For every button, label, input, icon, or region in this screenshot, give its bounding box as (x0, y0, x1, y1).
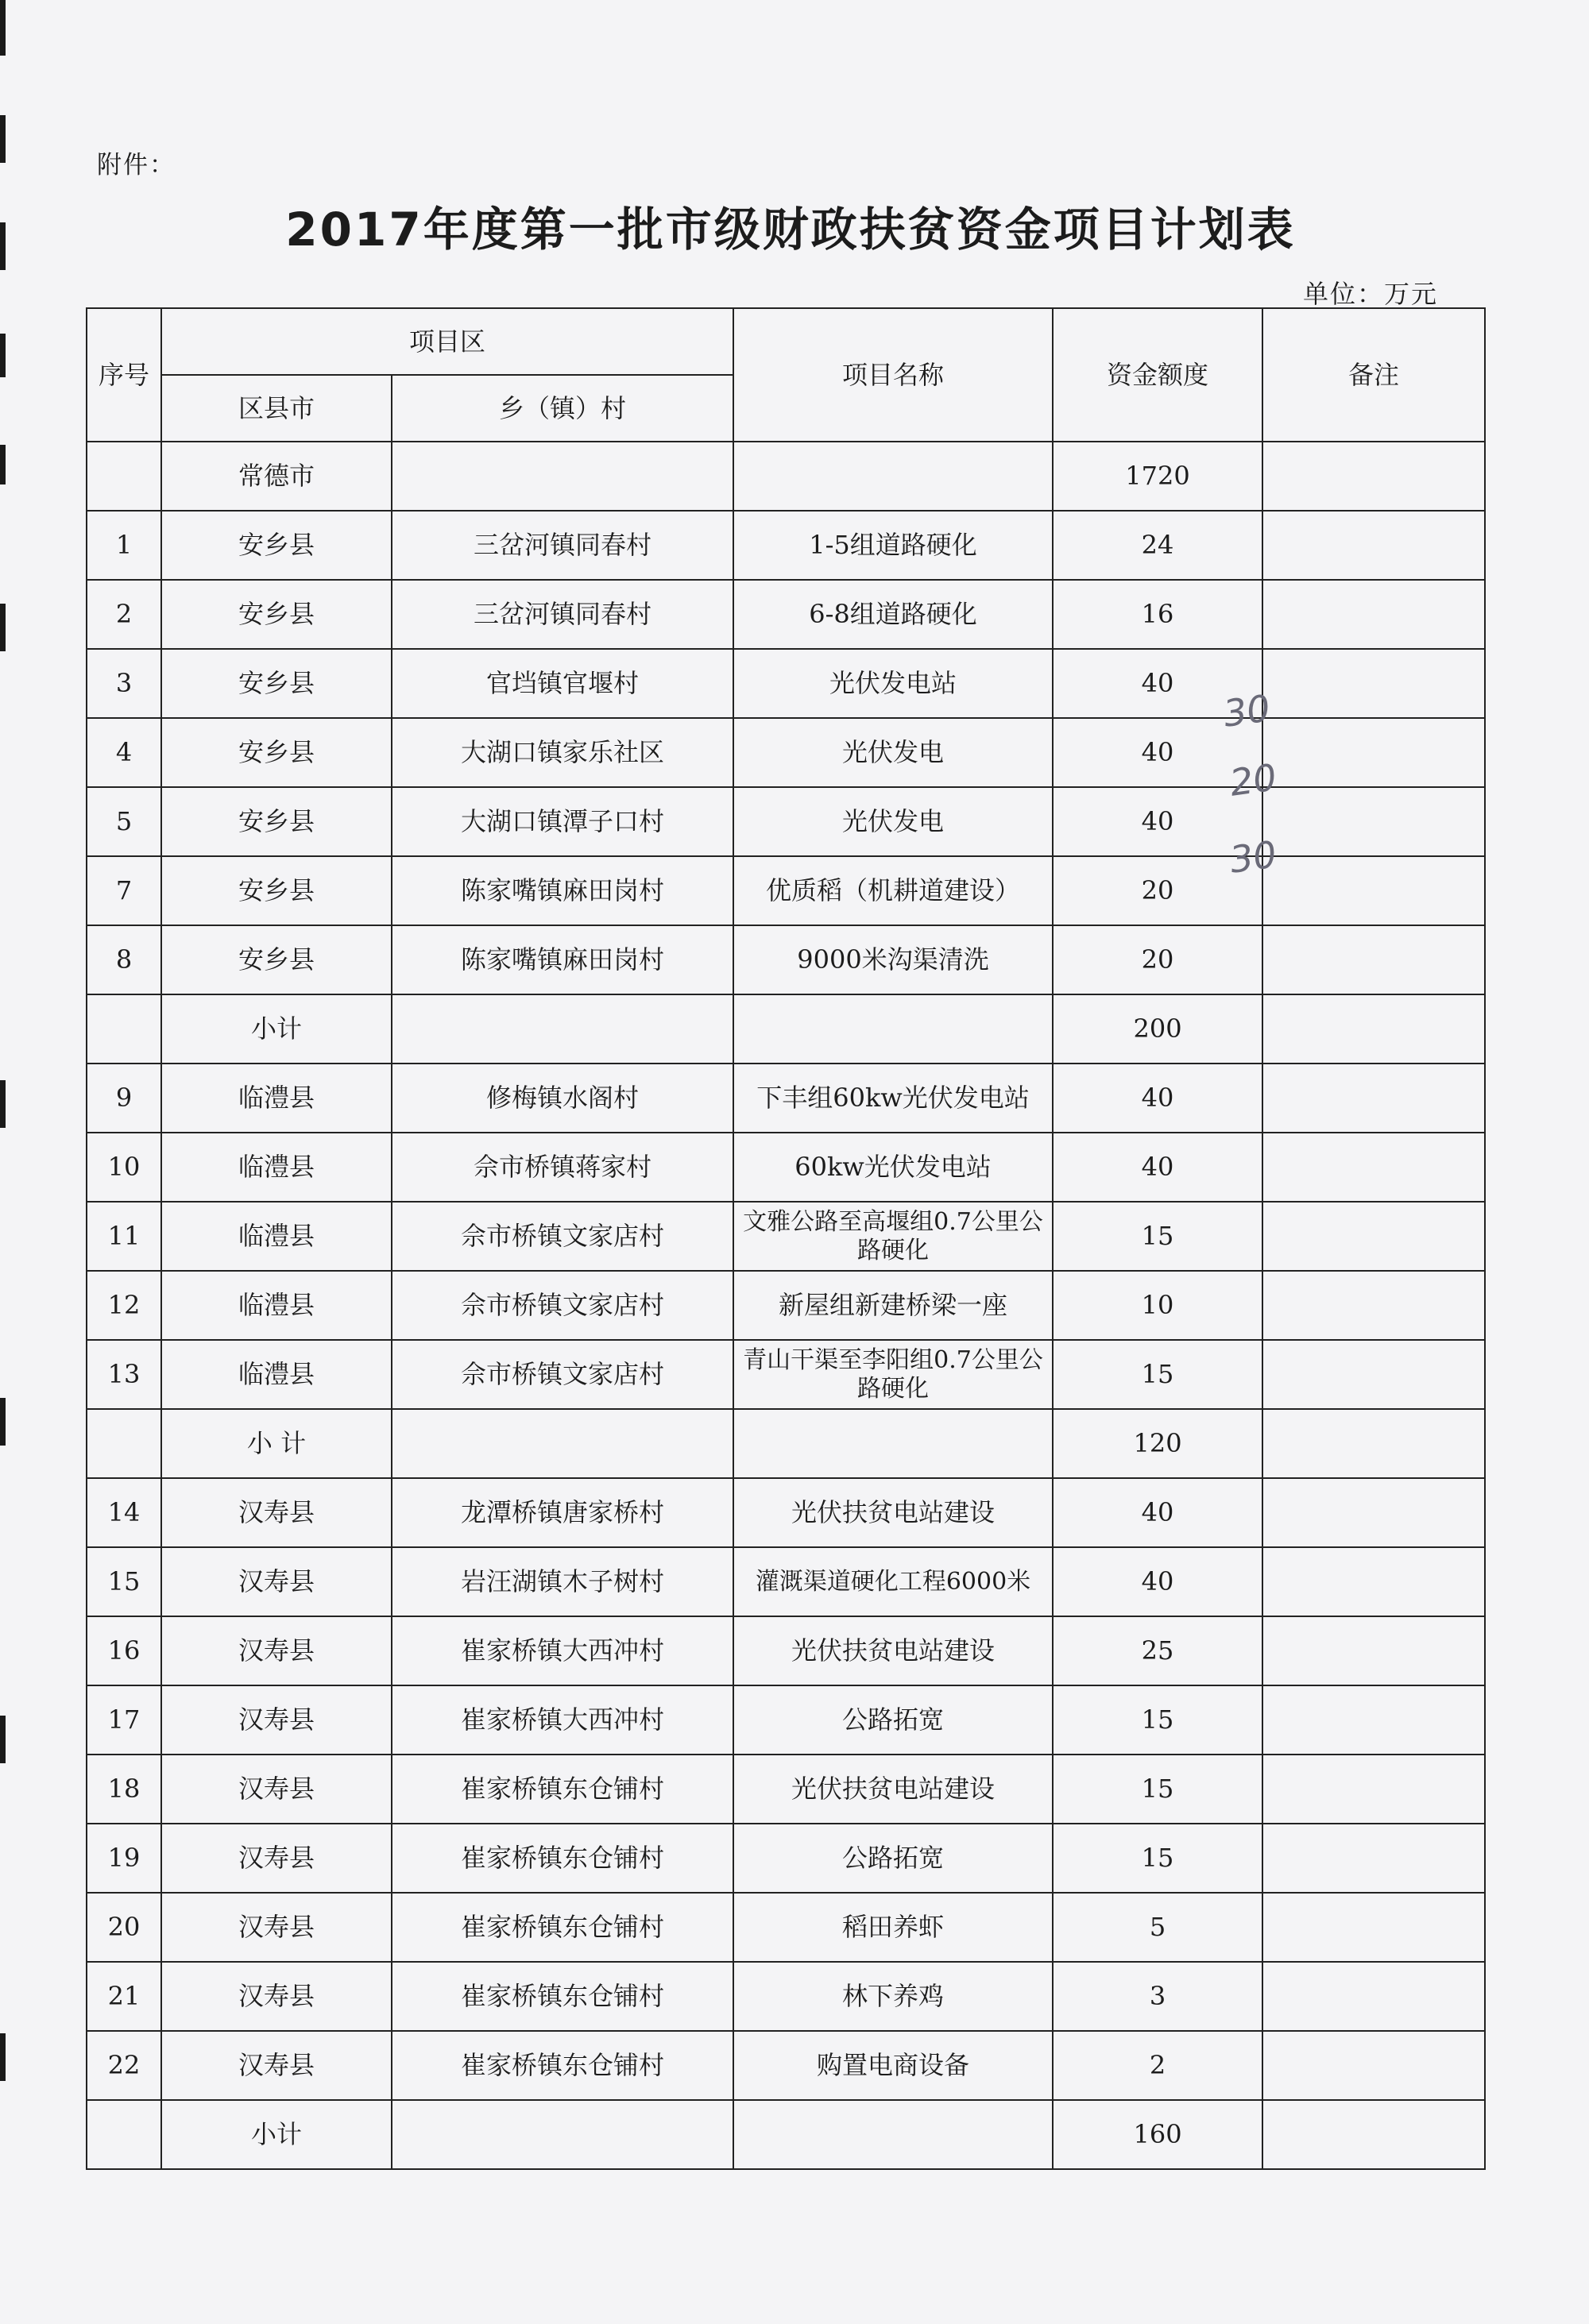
cell-town-village: 崔家桥镇大西冲村 (392, 1616, 733, 1685)
cell-county: 汉寿县 (161, 1685, 392, 1755)
cell-seq: 14 (87, 1478, 161, 1547)
cell-project-name: 购置电商设备 (733, 2031, 1053, 2100)
table-row (87, 1824, 1485, 1893)
table-row (87, 649, 1485, 718)
cell-project-name: 新屋组新建桥梁一座 (733, 1271, 1053, 1340)
cell-remark (1262, 1685, 1485, 1755)
cell-remark (1262, 2031, 1485, 2100)
cell-amount: 40 (1053, 787, 1262, 856)
cell-remark (1262, 2100, 1485, 2169)
cell-amount: 40 (1053, 1064, 1262, 1133)
cell-project-name: 光伏扶贫电站建设 (733, 1755, 1053, 1824)
header-town-village: 乡（镇）村 (392, 375, 733, 442)
cell-amount: 160 (1053, 2100, 1262, 2169)
header-amount: 资金额度 (1053, 308, 1262, 442)
binding-mark (0, 0, 6, 56)
cell-remark (1262, 718, 1485, 787)
cell-remark (1262, 787, 1485, 856)
cell-county: 小计 (161, 2100, 392, 2169)
cell-county: 临澧县 (161, 1202, 392, 1271)
table-row (87, 580, 1485, 649)
cell-project-name: 灌溉渠道硬化工程6000米 (733, 1547, 1053, 1616)
cell-town-village: 佘市桥镇蒋家村 (392, 1133, 733, 1202)
table-row (87, 2100, 1485, 2169)
header-project-area: 项目区 (161, 308, 733, 375)
cell-seq: 4 (87, 718, 161, 787)
table-row (87, 1962, 1485, 2031)
cell-county: 常德市 (161, 442, 392, 511)
cell-seq: 3 (87, 649, 161, 718)
cell-town-village (392, 1409, 733, 1478)
handwritten-note: 30 (1227, 832, 1280, 882)
binding-mark (0, 2033, 6, 2081)
cell-town-village: 大湖口镇家乐社区 (392, 718, 733, 787)
cell-project-name: 优质稻（机耕道建设） (733, 856, 1053, 925)
cell-project-name: 文雅公路至高堰组0.7公里公路硬化 (733, 1202, 1053, 1271)
header-row (87, 308, 1485, 375)
cell-seq: 20 (87, 1893, 161, 1962)
cell-county: 汉寿县 (161, 1616, 392, 1685)
cell-remark (1262, 856, 1485, 925)
cell-remark (1262, 1824, 1485, 1893)
cell-town-village: 大湖口镇潭子口村 (392, 787, 733, 856)
cell-county: 汉寿县 (161, 2031, 392, 2100)
handwritten-note: 20 (1227, 755, 1280, 805)
cell-seq: 2 (87, 580, 161, 649)
cell-project-name: 青山干渠至李阳组0.7公里公路硬化 (733, 1340, 1053, 1409)
cell-amount: 40 (1053, 718, 1262, 787)
handwritten-note: 30 (1220, 686, 1274, 735)
table-row (87, 2031, 1485, 2100)
cell-town-village: 崔家桥镇东仓铺村 (392, 1824, 733, 1893)
cell-town-village: 佘市桥镇文家店村 (392, 1340, 733, 1409)
cell-county: 安乡县 (161, 856, 392, 925)
cell-county: 安乡县 (161, 580, 392, 649)
cell-amount: 40 (1053, 1133, 1262, 1202)
cell-town-village: 岩汪湖镇木子树村 (392, 1547, 733, 1616)
table-row (87, 442, 1485, 511)
cell-remark (1262, 1409, 1485, 1478)
cell-county: 汉寿县 (161, 1962, 392, 2031)
attachment-label: 附件： (97, 151, 176, 180)
cell-project-name: 光伏扶贫电站建设 (733, 1478, 1053, 1547)
table-row (87, 1409, 1485, 1478)
cell-project-name (733, 994, 1053, 1064)
cell-town-village: 陈家嘴镇麻田岗村 (392, 856, 733, 925)
table-row (87, 1616, 1485, 1685)
cell-county: 汉寿县 (161, 1478, 392, 1547)
table-row (87, 1547, 1485, 1616)
cell-county: 小计 (161, 994, 392, 1064)
cell-county: 汉寿县 (161, 1893, 392, 1962)
cell-seq: 12 (87, 1271, 161, 1340)
binding-mark (0, 1398, 6, 1446)
cell-town-village: 修梅镇水阁村 (392, 1064, 733, 1133)
cell-town-village: 官垱镇官堰村 (392, 649, 733, 718)
cell-project-name: 公路拓宽 (733, 1685, 1053, 1755)
cell-project-name: 光伏发电站 (733, 649, 1053, 718)
cell-remark (1262, 994, 1485, 1064)
cell-seq: 8 (87, 925, 161, 994)
binding-mark (0, 604, 6, 651)
cell-amount: 40 (1053, 1547, 1262, 1616)
cell-seq: 10 (87, 1133, 161, 1202)
binding-mark (0, 334, 6, 377)
cell-remark (1262, 1202, 1485, 1271)
cell-project-name: 6-8组道路硬化 (733, 580, 1053, 649)
cell-amount: 24 (1053, 511, 1262, 580)
cell-project-name: 光伏发电 (733, 787, 1053, 856)
cell-town-village: 佘市桥镇文家店村 (392, 1271, 733, 1340)
cell-amount: 40 (1053, 1478, 1262, 1547)
cell-county: 安乡县 (161, 787, 392, 856)
cell-seq: 1 (87, 511, 161, 580)
table-row (87, 1202, 1485, 1271)
table-row (87, 1478, 1485, 1547)
cell-town-village: 三岔河镇同春村 (392, 580, 733, 649)
cell-town-village: 陈家嘴镇麻田岗村 (392, 925, 733, 994)
cell-seq: 11 (87, 1202, 161, 1271)
cell-remark (1262, 1962, 1485, 2031)
header-county: 区县市 (161, 375, 392, 442)
cell-county: 临澧县 (161, 1340, 392, 1409)
cell-remark (1262, 1478, 1485, 1547)
cell-town-village: 佘市桥镇文家店村 (392, 1202, 733, 1271)
binding-mark (0, 1716, 6, 1763)
cell-project-name (733, 1409, 1053, 1478)
cell-remark (1262, 1755, 1485, 1824)
cell-town-village: 崔家桥镇东仓铺村 (392, 2031, 733, 2100)
cell-amount: 25 (1053, 1616, 1262, 1685)
cell-remark (1262, 511, 1485, 580)
cell-remark (1262, 925, 1485, 994)
cell-project-name: 光伏扶贫电站建设 (733, 1616, 1053, 1685)
table-row (87, 994, 1485, 1064)
table-row (87, 1893, 1485, 1962)
binding-mark (0, 445, 6, 484)
cell-town-village (392, 2100, 733, 2169)
cell-seq: 18 (87, 1755, 161, 1824)
table-row (87, 1340, 1485, 1409)
cell-county: 临澧县 (161, 1133, 392, 1202)
cell-town-village: 龙潭桥镇唐家桥村 (392, 1478, 733, 1547)
unit-label: 单位：万元 (1303, 279, 1439, 309)
header-seq: 序号 (87, 308, 161, 442)
cell-amount: 200 (1053, 994, 1262, 1064)
header-project-name: 项目名称 (733, 308, 1053, 442)
cell-county: 安乡县 (161, 925, 392, 994)
cell-county: 安乡县 (161, 511, 392, 580)
table-row (87, 1064, 1485, 1133)
cell-amount: 15 (1053, 1685, 1262, 1755)
cell-remark (1262, 1547, 1485, 1616)
cell-seq: 17 (87, 1685, 161, 1755)
cell-project-name (733, 442, 1053, 511)
cell-seq: 13 (87, 1340, 161, 1409)
table-row (87, 1133, 1485, 1202)
cell-county: 安乡县 (161, 649, 392, 718)
cell-amount: 15 (1053, 1340, 1262, 1409)
cell-project-name: 60kw光伏发电站 (733, 1133, 1053, 1202)
cell-amount: 15 (1053, 1202, 1262, 1271)
cell-town-village: 崔家桥镇大西冲村 (392, 1685, 733, 1755)
cell-town-village: 崔家桥镇东仓铺村 (392, 1893, 733, 1962)
cell-amount: 16 (1053, 580, 1262, 649)
cell-seq: 5 (87, 787, 161, 856)
cell-county: 汉寿县 (161, 1755, 392, 1824)
cell-county: 临澧县 (161, 1064, 392, 1133)
cell-county: 汉寿县 (161, 1824, 392, 1893)
cell-remark (1262, 1271, 1485, 1340)
cell-county: 安乡县 (161, 718, 392, 787)
cell-project-name: 1-5组道路硬化 (733, 511, 1053, 580)
table-row (87, 1685, 1485, 1755)
project-plan-table (86, 307, 1486, 2170)
cell-amount: 40 (1053, 649, 1262, 718)
cell-remark (1262, 580, 1485, 649)
cell-county: 小 计 (161, 1409, 392, 1478)
table-row (87, 1271, 1485, 1340)
cell-project-name: 林下养鸡 (733, 1962, 1053, 2031)
cell-seq: 22 (87, 2031, 161, 2100)
cell-amount: 10 (1053, 1271, 1262, 1340)
cell-amount: 20 (1053, 925, 1262, 994)
cell-project-name: 9000米沟渠清洗 (733, 925, 1053, 994)
cell-remark (1262, 1133, 1485, 1202)
header-remarks: 备注 (1262, 308, 1485, 442)
cell-project-name: 公路拓宽 (733, 1824, 1053, 1893)
cell-county: 汉寿县 (161, 1547, 392, 1616)
document-title: 2017年度第一批市级财政扶贫资金项目计划表 (285, 203, 1296, 257)
cell-amount: 15 (1053, 1824, 1262, 1893)
cell-seq: 16 (87, 1616, 161, 1685)
cell-seq (87, 994, 161, 1064)
cell-remark (1262, 1064, 1485, 1133)
cell-project-name: 光伏发电 (733, 718, 1053, 787)
cell-remark (1262, 1893, 1485, 1962)
cell-county: 临澧县 (161, 1271, 392, 1340)
cell-remark (1262, 442, 1485, 511)
table-row (87, 925, 1485, 994)
cell-town-village: 崔家桥镇东仓铺村 (392, 1962, 733, 2031)
cell-remark (1262, 1616, 1485, 1685)
cell-seq: 21 (87, 1962, 161, 2031)
cell-town-village (392, 442, 733, 511)
cell-seq: 19 (87, 1824, 161, 1893)
cell-town-village: 崔家桥镇东仓铺村 (392, 1755, 733, 1824)
cell-remark (1262, 1340, 1485, 1409)
cell-seq: 9 (87, 1064, 161, 1133)
cell-amount: 120 (1053, 1409, 1262, 1478)
table-row (87, 1755, 1485, 1824)
cell-amount: 3 (1053, 1962, 1262, 2031)
cell-amount: 2 (1053, 2031, 1262, 2100)
cell-amount: 20 (1053, 856, 1262, 925)
cell-town-village: 三岔河镇同春村 (392, 511, 733, 580)
binding-mark (0, 115, 6, 163)
cell-remark (1262, 649, 1485, 718)
cell-seq (87, 2100, 161, 2169)
cell-project-name: 下丰组60kw光伏发电站 (733, 1064, 1053, 1133)
cell-project-name: 稻田养虾 (733, 1893, 1053, 1962)
cell-amount: 5 (1053, 1893, 1262, 1962)
cell-amount: 1720 (1053, 442, 1262, 511)
cell-seq: 15 (87, 1547, 161, 1616)
cell-seq (87, 442, 161, 511)
binding-mark (0, 1080, 6, 1128)
cell-amount: 15 (1053, 1755, 1262, 1824)
cell-project-name (733, 2100, 1053, 2169)
cell-town-village (392, 994, 733, 1064)
table-row (87, 511, 1485, 580)
cell-seq (87, 1409, 161, 1478)
cell-seq: 7 (87, 856, 161, 925)
